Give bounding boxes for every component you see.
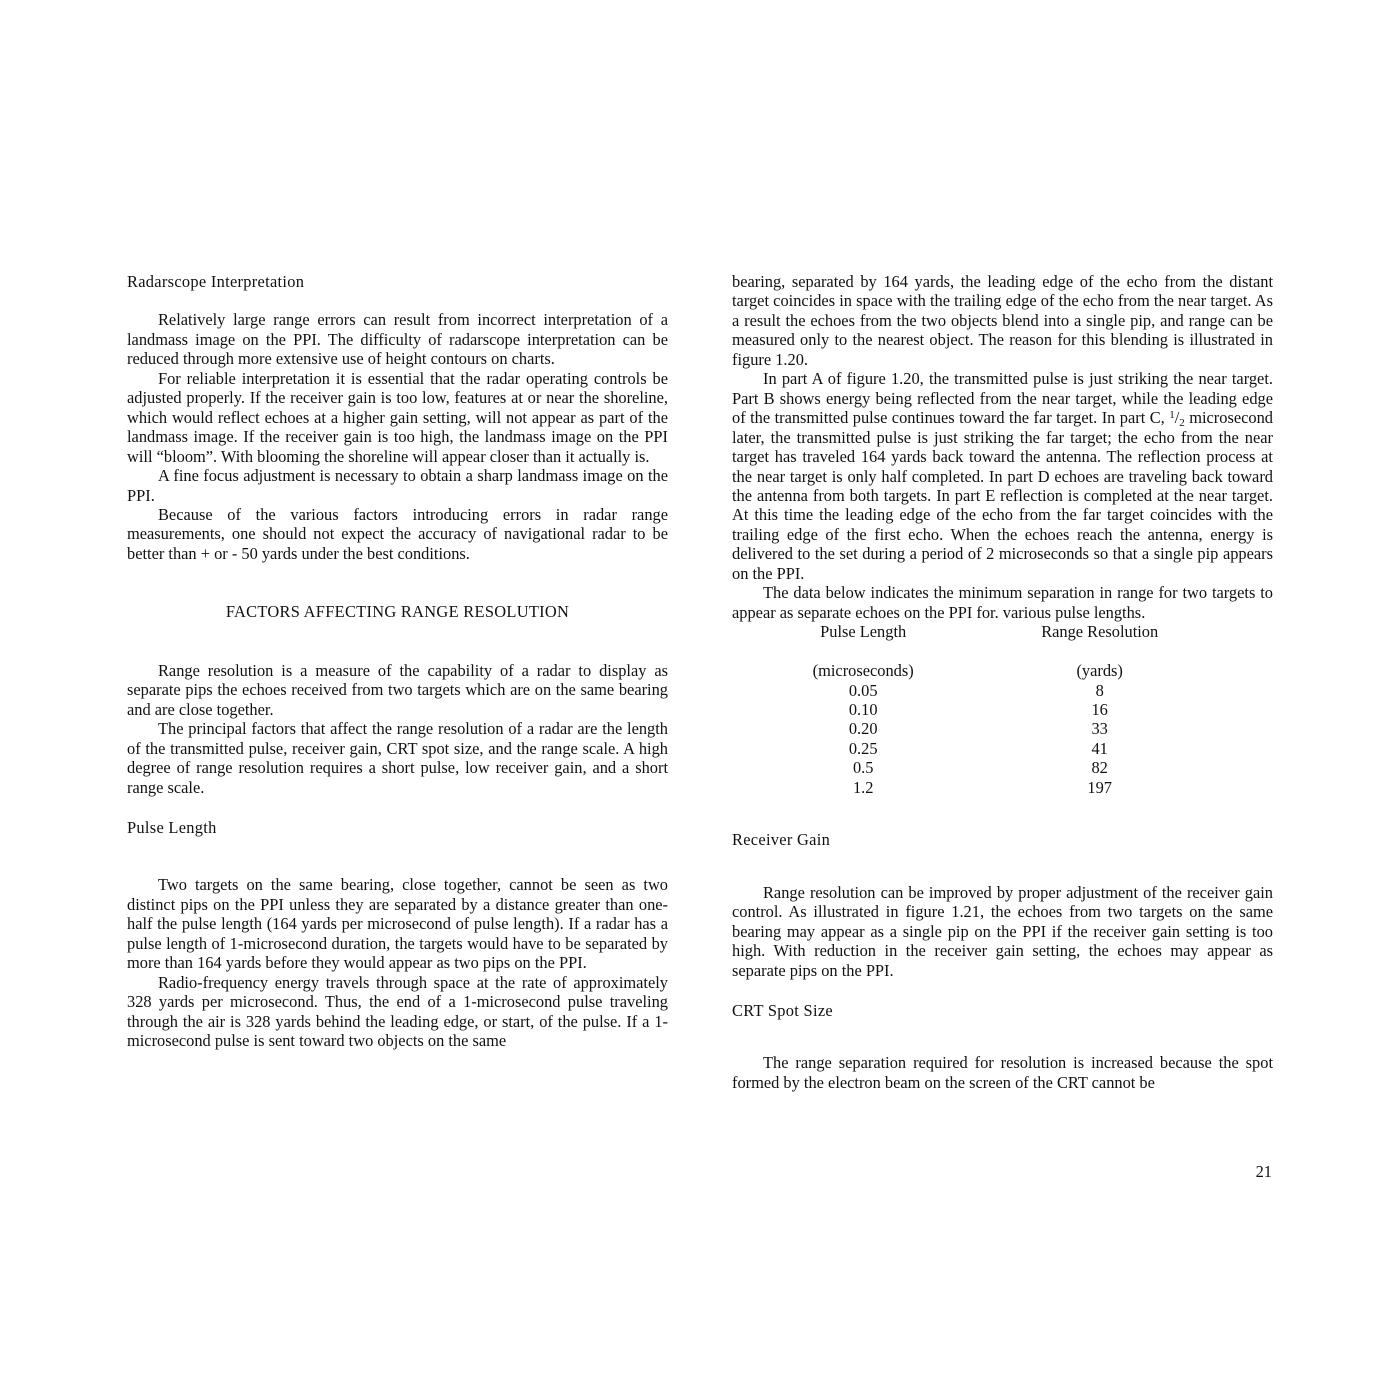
paragraph: Relatively large range errors can result from incorrect interpretation of a landmass image on the PPI. The difficulty of radarscope interpretation can be reduced through more extensive use of height contours on charts. bbox=[127, 310, 668, 369]
table-header-row bbox=[800, 622, 1273, 641]
fraction-one-half: $^1/_2$ bbox=[1169, 408, 1185, 430]
paragraph: For reliable interpretation it is essential that the radar operating controls be adjusted properly. If the receiver gain is too low, features at or near the shoreline, which would reflect echoes at a higher gain setting, will not appear as part of the landmass image. If the receiver gain is too high, the landmass image on the PPI will “bloom”. With blooming the shoreline will appear closer than it actually is. bbox=[127, 368, 668, 466]
right-column bbox=[732, 272, 1273, 1092]
paragraph: bearing, separated by 164 yards, the leading edge of the echo from the distant target coincides in space with the trailing edge of the echo from the near target. As a result the echoes from the two objects blend into a single pip, and range can be measured only to the nearest object. The reason for this blending is illustrated in figure 1.20. bbox=[732, 272, 1273, 369]
paragraph: The data below indicates the minimum separation in range for two targets to appear as separate echoes on the PPI for. various pulse lengths. bbox=[732, 583, 1273, 622]
table-cell-range-resolution: 8 bbox=[1095, 680, 1104, 700]
table-cell-pulse-length: 0.05 bbox=[848, 680, 878, 700]
table-row bbox=[800, 739, 1273, 758]
table-cell-range-resolution: 197 bbox=[1087, 777, 1112, 797]
table-row bbox=[800, 758, 1273, 777]
table-row bbox=[800, 700, 1273, 719]
paragraph: Radio-frequency energy travels through space at the rate of approximately 328 yards per microsecond. Thus, the end of a 1-microsecond pulse traveling through the air is 328 yards behind the leading edge, or start, of the pulse. If a 1-microsecond pulse is sent toward two objects on the same bbox=[127, 972, 668, 1051]
paragraph bbox=[732, 369, 1273, 583]
table-cell-pulse-length: 0.25 bbox=[848, 738, 878, 758]
paragraph: Two targets on the same bearing, close together, cannot be seen as two distinct pips on the PPI unless they are separated by a distance greater than one-half the pulse length (164 yards per microsecond of pulse length). If a radar has a pulse length of 1-microsecond duration, the targets would have to be separated by more than 164 yards before they would appear as two pips on the PPI. bbox=[127, 875, 668, 973]
table-row bbox=[800, 681, 1273, 700]
paragraph-text: In part A of figure 1.20, the transmitted pulse is just striking the near target. Part B shows energy being reflected from the near target, while the leading edge of the transmitted pulse continues toward the far target. In part C, bbox=[732, 369, 1273, 428]
table-cell-range-resolution: 16 bbox=[1091, 699, 1108, 719]
table-cell-pulse-length: 0.20 bbox=[848, 719, 878, 739]
table-header-range-resolution: Range Resolution bbox=[1041, 622, 1159, 642]
table-unit-row bbox=[800, 661, 1273, 680]
table-unit-microseconds: (microseconds) bbox=[812, 661, 914, 681]
paragraph: Range resolution is a measure of the capability of a radar to display as separate pips the echoes received from two targets which are on the same bearing and are close together. bbox=[127, 660, 668, 719]
fraction-numerator: 1 bbox=[1169, 409, 1175, 422]
table-cell-pulse-length: 0.10 bbox=[848, 699, 878, 719]
table-row bbox=[800, 719, 1273, 738]
paragraph-text: microsecond later, the transmitted pulse is just striking the far target; the echo from the near target has traveled 164 yards back toward the antenna. The reflection process at the near target is only half completed. In part D echoes are traveling back toward the antenna from both targets. In part E reflection is completed at the near target. At this time the leading edge of the echo from the far target coincides with the trailing edge of the first echo. When the echoes reach the antenna, energy is delivered to the set during a period of 2 microseconds so that a single pip appears on the PPI. bbox=[732, 408, 1273, 583]
section-heading-pulse-length: Pulse Length bbox=[127, 817, 217, 837]
paragraph: A fine focus adjustment is necessary to obtain a sharp landmass image on the PPI. bbox=[127, 466, 668, 505]
table-row bbox=[800, 778, 1273, 797]
table-cell-range-resolution: 82 bbox=[1091, 758, 1108, 778]
paragraph: Range resolution can be improved by proper adjustment of the receiver gain control. As illustrated in figure 1.21, the echoes from two targets on the same bearing may appear as a single pip on the PPI if the receiver gain setting is too high. With reduction in the receiver gain setting, the echoes may appear as separate pips on the PPI. bbox=[732, 882, 1273, 980]
pulse-length-table bbox=[800, 622, 1273, 797]
page-number: 21 bbox=[1255, 1162, 1272, 1181]
table-unit-yards: (yards) bbox=[1076, 661, 1123, 681]
paragraph: The range separation required for resolution is increased because the spot formed by the electron beam on the screen of the CRT cannot be bbox=[732, 1053, 1273, 1092]
paragraph: Because of the various factors introducing errors in radar range measurements, one should not expect the accuracy of navigational radar to be better than + or - 50 yards under the best conditions. bbox=[127, 504, 668, 563]
section-heading-factors-range-resolution: FACTORS AFFECTING RANGE RESOLUTION bbox=[225, 602, 570, 622]
left-column bbox=[127, 272, 668, 1051]
section-heading-crt-spot-size: CRT Spot Size bbox=[732, 1000, 833, 1020]
table-cell-pulse-length: 1.2 bbox=[852, 777, 874, 797]
table-cell-range-resolution: 41 bbox=[1091, 738, 1108, 758]
table-header-pulse-length: Pulse Length bbox=[820, 622, 907, 642]
section-heading-receiver-gain: Receiver Gain bbox=[732, 830, 831, 850]
fraction-denominator: 2 bbox=[1179, 417, 1185, 430]
section-heading-radarscope-interpretation: Radarscope Interpretation bbox=[127, 272, 305, 291]
paragraph: The principal factors that affect the range resolution of a radar are the length of the transmitted pulse, receiver gain, CRT spot size, and the range scale. A high degree of range resolution requires a short pulse, low receiver gain, and a short range scale. bbox=[127, 719, 668, 797]
table-cell-pulse-length: 0.5 bbox=[852, 758, 874, 778]
table-cell-range-resolution: 33 bbox=[1091, 719, 1108, 739]
